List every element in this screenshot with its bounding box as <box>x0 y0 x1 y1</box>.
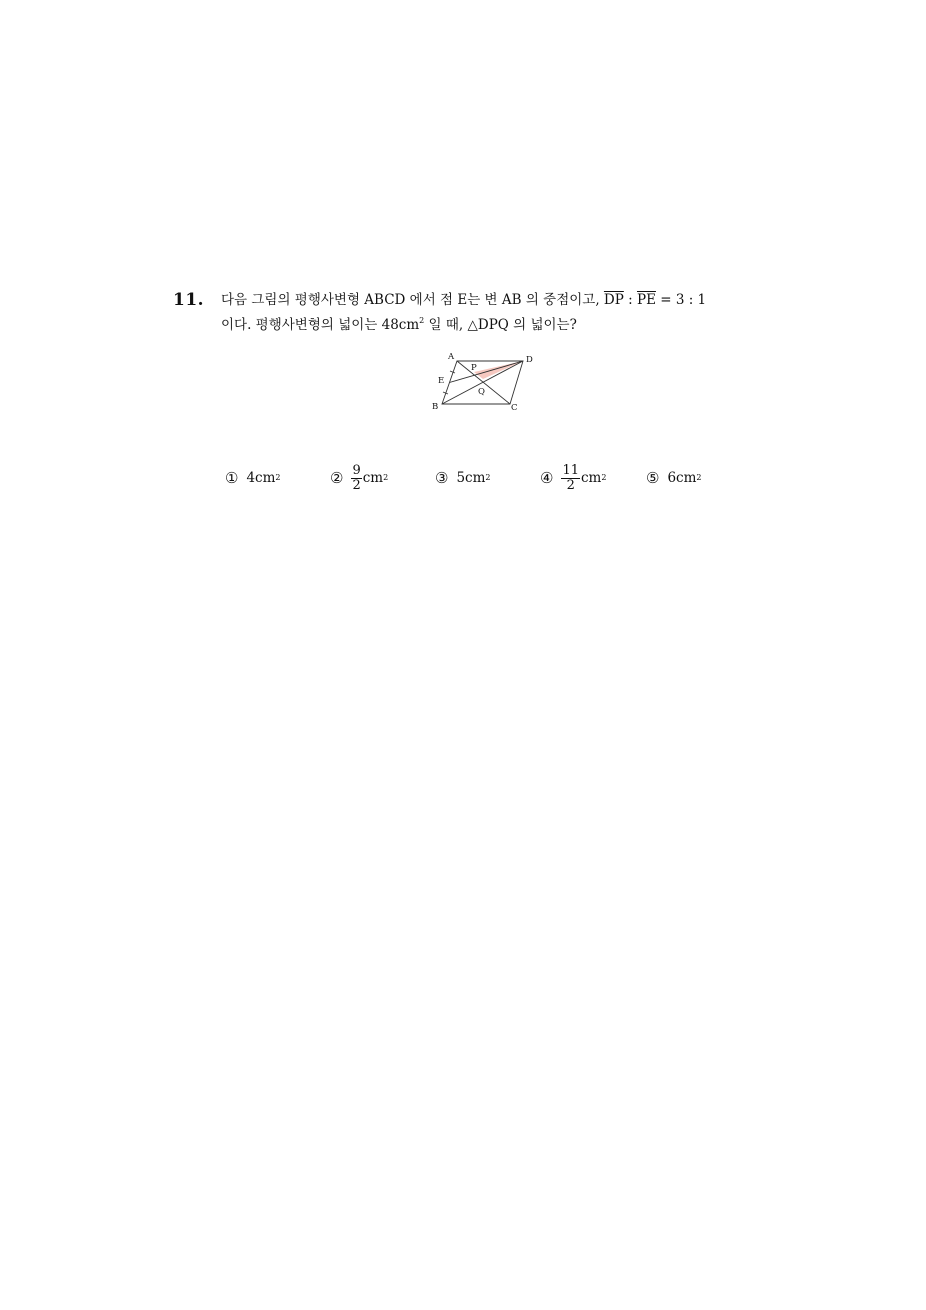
problem-text-line-1 <box>221 291 706 309</box>
choice-4-text: cm <box>581 470 602 486</box>
choice-2-denominator: 2 <box>352 477 361 493</box>
choice-3-text: 5cm <box>456 470 486 486</box>
choice-1-mark: ① <box>225 469 239 487</box>
choice-4-fraction <box>561 464 580 493</box>
choice-3[interactable]: ③ 5cm 2 <box>435 469 491 487</box>
choice-5-text: 6cm <box>667 470 697 486</box>
label-p: P <box>471 363 477 373</box>
line2-question: 일 때, △DPQ 의 넓이는? <box>424 317 577 333</box>
choice-2[interactable]: ② $\frac{9}{2}$ cm 2 <box>330 462 389 493</box>
line1-ratio: = 3 : 1 <box>655 292 707 308</box>
choice-4-numerator: 11 <box>562 462 579 478</box>
label-b: B <box>432 402 439 412</box>
choice-2-mark: ② <box>330 469 344 487</box>
parallelogram-figure <box>425 349 545 415</box>
choice-5[interactable]: ⑤ 6cm 2 <box>646 469 702 487</box>
triangle-dpq-shade <box>474 361 523 379</box>
line2-text: 이다. 평행사변형의 넓이는 48cm <box>221 317 420 333</box>
area-exponent: 2 <box>419 316 425 325</box>
choice-4-mark: ④ <box>540 469 554 487</box>
ratio-colon: : <box>623 292 637 308</box>
segment-dp: $\overline{DP}$ <box>603 292 624 308</box>
label-a: A <box>448 352 455 362</box>
choice-4[interactable]: ④ $\frac{11}{2}$ cm 2 <box>540 462 607 493</box>
line1-text: 다음 그림의 평행사변형 ABCD 에서 점 E는 변 AB 의 중점이고, <box>221 292 604 308</box>
label-d: D <box>526 355 533 365</box>
problem-number: 11. <box>173 290 205 310</box>
choice-5-mark: ⑤ <box>646 469 660 487</box>
choice-1-text: 4cm <box>246 470 276 486</box>
choice-4-denominator: 2 <box>566 477 575 493</box>
label-c: C <box>511 403 518 413</box>
segment-pe: $\overline{PE}$ <box>636 292 656 308</box>
choice-2-fraction <box>351 464 361 493</box>
problem-text-line-2 <box>221 316 577 334</box>
choice-2-numerator: 9 <box>352 462 361 478</box>
choice-3-mark: ③ <box>435 469 449 487</box>
diagonal-bd <box>442 361 523 404</box>
label-e: E <box>438 376 445 386</box>
label-q: Q <box>478 387 485 397</box>
choice-2-text: cm <box>362 470 384 486</box>
choice-1[interactable]: ① 4cm 2 <box>225 469 281 487</box>
